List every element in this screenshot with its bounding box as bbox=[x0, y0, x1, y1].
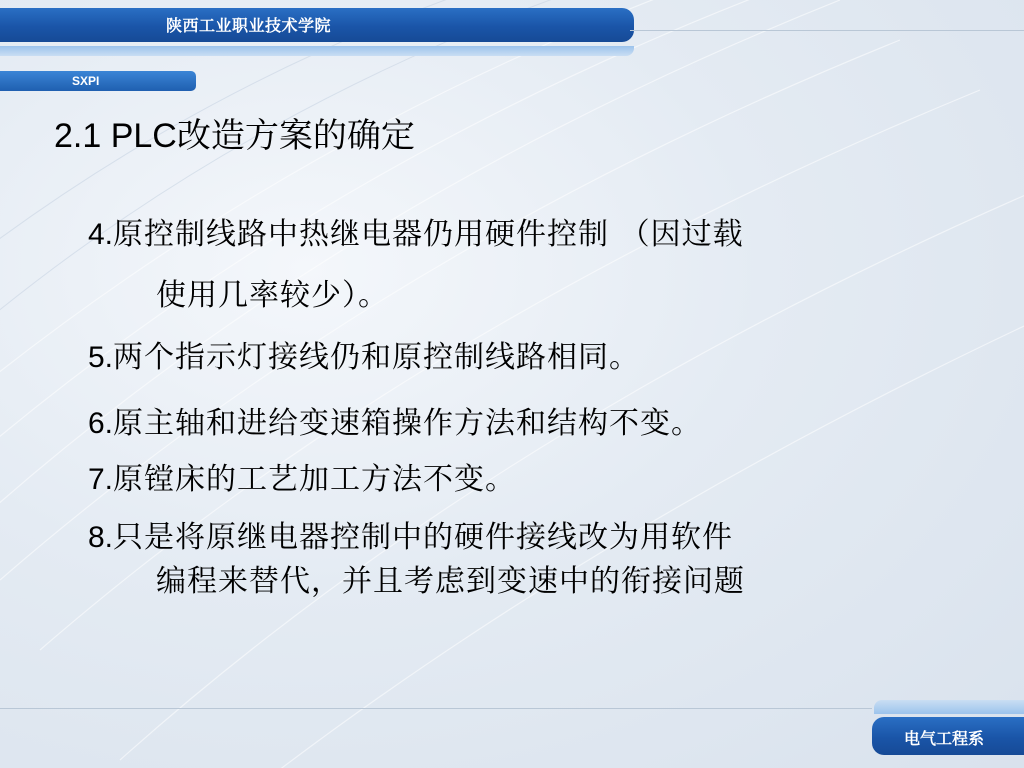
department-name: 电气工程系 bbox=[904, 729, 985, 748]
item-continuation: 使用几率较少）。 bbox=[156, 278, 389, 313]
slide-title-number: 2.1 PLC bbox=[54, 117, 177, 155]
footer-accent-stripe bbox=[874, 700, 1024, 714]
footer-divider bbox=[0, 708, 872, 709]
list-item bbox=[88, 518, 733, 558]
institution-name: 陕西工业职业技术学院 bbox=[166, 16, 332, 35]
item-text: 两个指示灯接线仍和原控制线路相同。 bbox=[113, 340, 641, 375]
item-number: 4. bbox=[88, 218, 114, 251]
list-item bbox=[88, 460, 516, 500]
item-text: 原主轴和进给变速箱操作方法和结构不变。 bbox=[113, 406, 703, 441]
item-number: 5. bbox=[88, 341, 114, 374]
item-continuation: 编程来替代，并且考虑到变速中的衔接问题 bbox=[156, 564, 745, 599]
item-number: 6. bbox=[88, 407, 114, 440]
item-number: 7. bbox=[88, 463, 114, 496]
list-item bbox=[88, 404, 702, 444]
list-item bbox=[88, 215, 744, 255]
slide-title-text: 改造方案的确定 bbox=[176, 116, 415, 156]
institution-abbr: SXPI bbox=[72, 74, 100, 88]
item-text: 只是将原继电器控制中的硬件接线改为用软件 bbox=[113, 520, 734, 555]
list-item bbox=[88, 338, 640, 378]
item-text: 原控制线路中热继电器仍用硬件控制 （因过载 bbox=[113, 217, 744, 252]
header-accent-stripe bbox=[0, 46, 634, 56]
slide-title bbox=[54, 114, 415, 158]
header-divider bbox=[630, 30, 1024, 31]
item-number: 8. bbox=[88, 521, 114, 554]
item-text: 原镗床的工艺加工方法不变。 bbox=[113, 462, 517, 497]
